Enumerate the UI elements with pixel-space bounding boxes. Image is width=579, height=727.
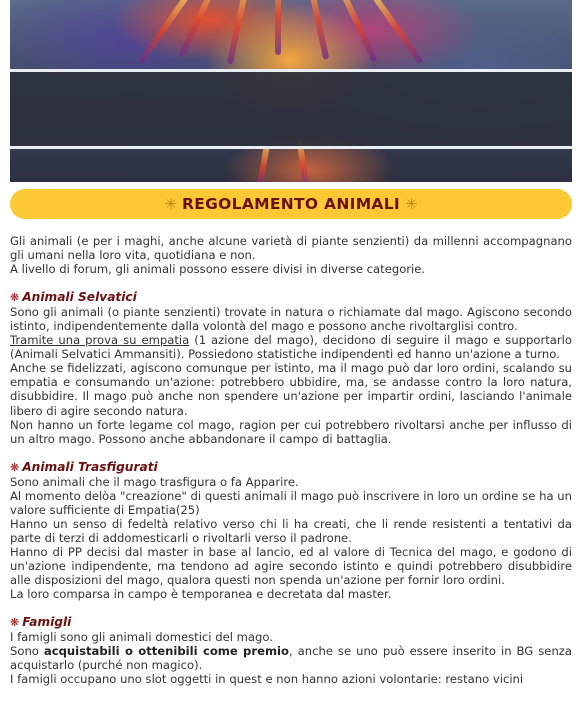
banner-feather-shape [338, 0, 377, 63]
banner-feather-shape [307, 0, 330, 60]
intro-paragraph: A livello di forum, gli animali possono essere divisi in diverse categorie. [10, 262, 426, 277]
section-paragraph: Sono gli animali (o piante senzienti) trovate in natura o richiamate dal mago. Agiscono secondo istinto, indipendentemente dalla volontà del mago e possono anche rivoltarglisi contro. [10, 305, 572, 334]
flower-bullet-icon: ❋ [10, 460, 20, 474]
banner-feather-shape [373, 0, 424, 64]
section-text: (1 azione del mago), decidono di seguire il mago e supportarlo (Animali Selvatici Ammansiti). Possiedono statistiche indipendenti ed hanno un'azione a turno. [10, 333, 572, 362]
section-heading-text: Animali Trasfigurati [22, 459, 158, 474]
flower-bullet-icon: ❋ [10, 291, 20, 305]
bold-highlight: acquistabili o ottenibili come premio [43, 644, 289, 659]
sparkle-icon: ✳ [404, 195, 418, 213]
sparkle-icon: ✳ [164, 195, 178, 213]
rules-content [10, 234, 572, 686]
section-heading-famigli [10, 615, 572, 630]
banner-feather-shape [227, 0, 250, 65]
banner-band-divider [10, 69, 572, 72]
section-text: , anche se uno può essere inserito in BG senza acquistarlo (purché non magico). [10, 644, 572, 673]
section-paragraph: Sono animali che il mago trasfigura o fa Apparire. [10, 474, 299, 489]
banner-band-divider [10, 146, 572, 149]
section-paragraph: I famigli sono gli animali domestici del mago. [10, 630, 273, 645]
flower-bullet-icon: ❋ [10, 616, 20, 630]
section-paragraph: Anche se fidelizzati, agiscono comunque per istinto, ma il mago può dar loro ordini, scalando su empatia e consumando un'azione: potrebbero ubbidire, ma, se andasse contro la loro natura, disubbidire. Il mago può anche non spendere un'azione per impartir ordini, lasciando l'animale libero di agire secondo natura. [10, 361, 572, 418]
empathy-test-link[interactable]: Tramite una prova su empatia [10, 333, 190, 348]
section-paragraph: Al momento delòa "creazione" di questi animali il mago può inscrivere in loro un ordine se ha un valore sufficiente di Empatia(25) [10, 488, 572, 517]
header-banner-image [10, 0, 572, 182]
intro-paragraph: Gli animali (e per i maghi, anche alcune varietà di piante senzienti) da millenni accompagnano gli umani nella loro vita, quotidiana e non. [10, 234, 572, 263]
page-title-bar [10, 189, 572, 219]
section-paragraph: Non hanno un forte legame col mago, ragion per cui potrebbero rivoltarsi anche per influsso di un altro mago. Possono anche abbandonare il campo di battaglia. [10, 417, 572, 446]
section-paragraph [10, 333, 572, 361]
section-text: Sono [10, 644, 44, 659]
section-heading-selvatici [10, 290, 572, 305]
section-paragraph: Hanno un senso di fedeltà relativo verso chi li ha creati, che li rende resistenti a tentativi da parte di terzi di addomesticarli o rivoltarli verso il padrone. [10, 516, 572, 545]
section-heading-text: Animali Selvatici [22, 290, 137, 305]
banner-feather-shape [178, 0, 217, 58]
section-paragraph: La loro comparsa in campo è temporanea e decretata dal master. [10, 587, 392, 602]
section-paragraph [10, 644, 572, 672]
section-heading-trasfigurati [10, 460, 572, 475]
page-title: REGOLAMENTO ANIMALI [182, 195, 400, 213]
section-heading-text: Famigli [22, 615, 72, 630]
section-paragraph: Hanno di PP decisi dal master in base al lancio, ed al valore di Tecnica del mago, e godono di un'azione indipendente, ma tendono ad agire secondo istinto e quindi potrebbero disubbidire alle disposizioni del mago, qualora questi non spenda un'azione per fornir loro ordini. [10, 544, 572, 588]
banner-feather-shape [275, 0, 281, 55]
banner-overlay-band [10, 72, 572, 146]
banner-feather-shape [256, 145, 270, 182]
section-paragraph: I famigli occupano uno slot oggetti in quest e non hanno azioni volontarie: restano vicini [10, 672, 524, 687]
